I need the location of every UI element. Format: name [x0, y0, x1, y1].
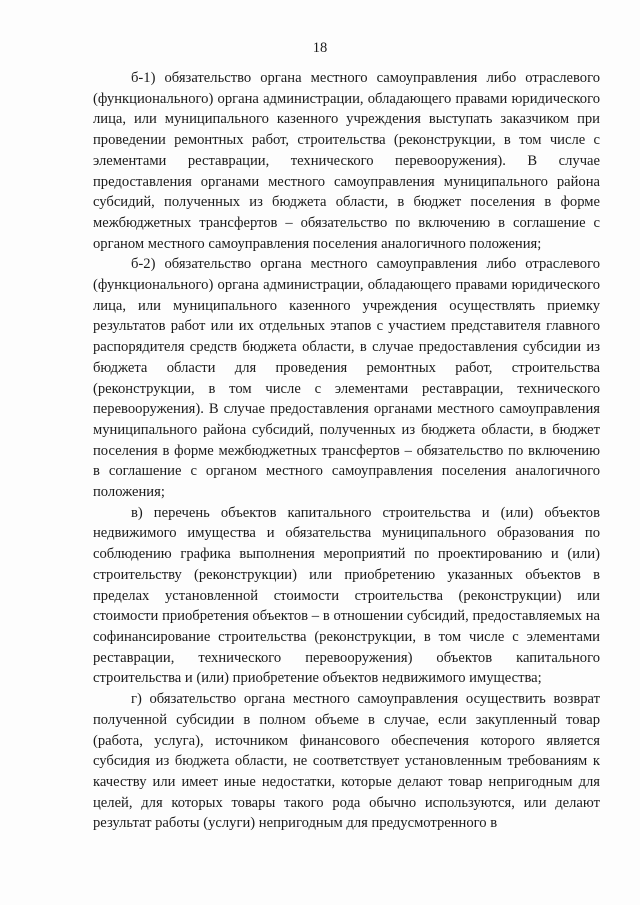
paragraph-v: в) перечень объектов капитального строительства и (или) объектов недвижимого имущества и обязательства муниципального образования по соблюдению графика выполнения мероприятий по проектированию и (или) строительству (реконструкции) или приобретению указанных объектов в пределах установленной стоимости строительства (реконструкции) или стоимости приобретения объектов – в отношении субсидий, предоставляемых на софинансирование строительства (реконструкции, в том числе с элементами реставрации, технического перевооружения) объектов капитального строительства и (или) приобретение объектов недвижимого имущества; [93, 504, 600, 687]
paragraph-b2: б-2) обязательство органа местного самоуправления либо отраслевого (функционального) органа администрации, обладающего правами юридического лица, или муниципального казенного учреждения осуществлять приемку результатов работ или их отдельных этапов с участием представителя главного распорядителя средств бюджета области, в случае предоставления субсидии из бюджета области для проведения ремонтных работ, строительства (реконструкции, в том числе с элементами реставрации, технического перевооружения). В случае предоставления органами местного самоуправления муниципального района субсидий, полученных из бюджета области, в бюджет поселения в форме межбюджетных трансфертов – обязательство по включению в соглашение с органом местного самоуправления поселения аналогичного положения; [93, 256, 600, 501]
paragraph-b1: б-1) обязательство органа местного самоуправления либо отраслевого (функционального) органа администрации, обладающего правами юридического лица, или муниципального казенного учреждения выступать заказчиком при проведении ремонтных работ, строительства (реконструкции, в том числе с элементами реставрации, технического перевооружения). В случае предоставления органами местного самоуправления муниципального района субсидий, полученных из бюджета области, в бюджет поселения в форме межбюджетных трансфертов – обязательство по включению в соглашение с органом местного самоуправления поселения аналогичного положения; [93, 70, 600, 252]
document-body [93, 68, 600, 834]
page-number: 18 [312, 40, 328, 56]
paragraph-g: г) обязательство органа местного самоуправления осуществить возврат полученной субсидии в полном объеме в случае, если закупленный товар (работа, услуга), источником финансового обеспечения которого является субсидия из бюджета области, не соответствует установленным требованиям к качеству или имеет иные недостатки, которые делают товар непригодным для целей, для которых товары такого рода обычно используются, или делают результат работы (услуги) непригодным для предусмотренного в [93, 691, 600, 832]
